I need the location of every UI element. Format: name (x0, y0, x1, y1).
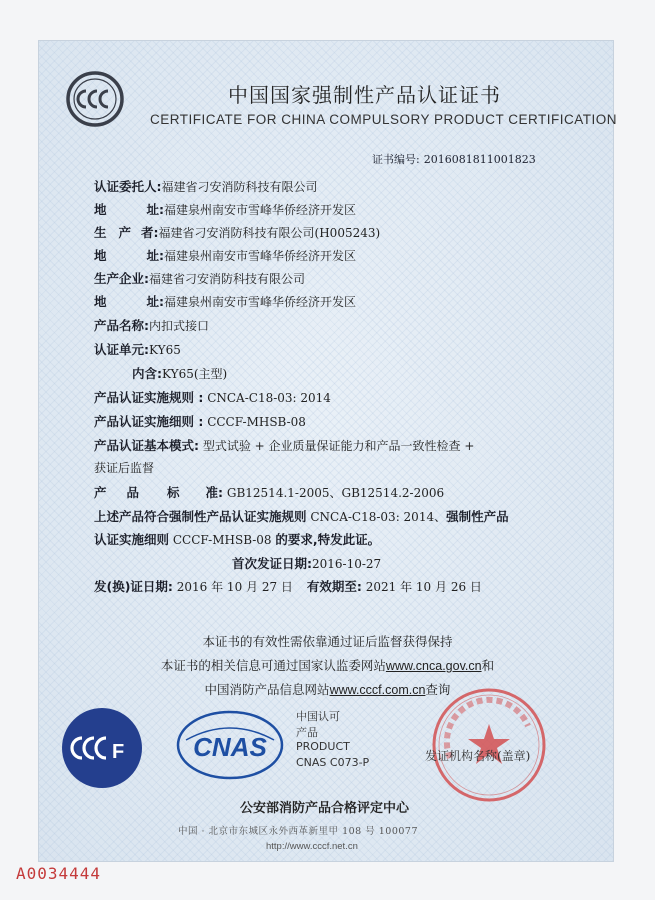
standard-label-d: 准: (205, 485, 224, 500)
cnas-logo-text: CNAS (193, 732, 267, 762)
cert-number-value: 2016081811001823 (423, 153, 536, 166)
manufacturer-label-a: 生 (94, 225, 107, 240)
cccf-logo (60, 706, 144, 790)
issue-date-label: 发(换)证日期: (94, 579, 173, 594)
statement-text: 认证实施细则 (94, 532, 170, 547)
manufacturer-row (94, 223, 380, 241)
manufacturer-value: 福建省刁安消防科技有限公司(H005243) (158, 226, 381, 240)
applicant-value: 福建省刁安消防科技有限公司 (161, 180, 318, 194)
contains-row (132, 364, 227, 382)
factory-row (94, 269, 305, 287)
cnas-line-4: CNAS C073-P (296, 756, 370, 769)
expiry-label: 有效期至: (306, 579, 362, 594)
footer-address: 中国 · 北京市东城区永外西革新里甲 108 号 100077 (178, 826, 419, 837)
product-name-row (94, 316, 209, 334)
detail-rule-value: CCCF-MHSB-08 (207, 415, 306, 429)
first-issue-label: 首次发证日期: (232, 556, 312, 571)
standard-label-a: 产 (94, 485, 107, 500)
rule-row (94, 388, 331, 406)
manufacturer-label-b: 产 (118, 225, 132, 240)
notice-text: 中国消防产品信息网站 (204, 682, 330, 697)
factory-address-row (94, 292, 356, 310)
contains-value: KY65(主型) (162, 367, 228, 381)
contains-label: 内含: (132, 366, 162, 381)
manufacturer-address-value: 福建泉州南安市雪峰华侨经济开发区 (164, 249, 357, 263)
address-label-a: 地 (94, 248, 107, 263)
rule-value: CNCA-C18-03: 2014 (207, 391, 331, 405)
cnas-line-2: 产品 (296, 726, 318, 739)
cnca-link[interactable]: www.cnca.gov.cn (385, 659, 482, 673)
cert-number (372, 151, 536, 167)
mode-label: 产品认证基本模式: (94, 438, 199, 453)
standard-row (94, 483, 444, 501)
notice-line-3 (0, 680, 655, 698)
address-label-b: 址: (146, 202, 165, 217)
statement-text: 上述产品符合强制性产品认证实施规则 (94, 509, 307, 524)
notice-line-1: 本证书的有效性需依靠通过证后监督获得保持 (202, 634, 453, 649)
product-name-label: 产品名称: (94, 318, 149, 333)
applicant-address-value: 福建泉州南安市雪峰华侨经济开发区 (164, 203, 357, 217)
title-en: CERTIFICATE FOR CHINA COMPULSORY PRODUCT CERTIFICATION (150, 112, 618, 127)
mode-row (94, 436, 474, 454)
cnas-line-1: 中国认可 (296, 710, 340, 723)
cnas-line-3: PRODUCT (296, 740, 350, 753)
ccc-logo (66, 70, 124, 128)
address-label-a: 地 (94, 202, 107, 217)
product-name-value: 内扣式接口 (149, 319, 210, 333)
statement-text: 的要求,特发此证。 (275, 532, 381, 547)
issue-expiry-row (94, 577, 482, 595)
unit-row (94, 340, 181, 358)
rule-label: 产品认证实施规则 : (94, 390, 204, 405)
applicant-label: 认证委托人: (94, 179, 162, 194)
cccf-logo-letter: F (112, 741, 125, 763)
issue-date-value: 2016 年 10 月 27 日 (176, 580, 293, 594)
address-label-b: 址: (146, 248, 165, 263)
manufacturer-address-row (94, 246, 356, 264)
expiry-value: 2021 年 10 月 26 日 (365, 580, 482, 594)
statement-rule: CNCA-C18-03: 2014、 (306, 510, 447, 524)
unit-value: KY65 (149, 343, 181, 357)
cnas-logo (176, 710, 284, 780)
detail-rule-label: 产品认证实施细则 : (94, 414, 204, 429)
statement-line-1 (94, 507, 509, 525)
seal-label: 发证机构名称(盖章) (425, 749, 531, 763)
address-label-b: 址: (146, 294, 165, 309)
notice-text: 本证书的相关信息可通过国家认监委网站 (160, 658, 386, 673)
applicant-address-row (94, 200, 356, 218)
factory-address-value: 福建泉州南安市雪峰华侨经济开发区 (164, 295, 357, 309)
applicant-row (94, 177, 318, 195)
cccf-link[interactable]: www.cccf.com.cn (329, 683, 426, 697)
cert-number-label: 证书编号: (372, 153, 420, 166)
unit-label: 认证单元: (94, 342, 149, 357)
notice-line-2 (0, 656, 655, 674)
standard-value: GB12514.1-2005、GB12514.2-2006 (226, 486, 445, 500)
serial-number: A0034444 (16, 864, 102, 883)
notice-text: 和 (481, 658, 495, 673)
statement-text: 强制性产品 (446, 509, 509, 524)
mode-value-2: 获证后监督 (94, 461, 155, 475)
detail-rule-row (94, 412, 306, 430)
footer-website[interactable]: http://www.cccf.net.cn (266, 841, 358, 852)
issuer-name: 公安部消防产品合格评定中心 (240, 801, 410, 816)
statement-line-2 (94, 530, 380, 548)
statement-detail-rule: CCCF-MHSB-08 (169, 533, 276, 547)
mode-value: 型式试验 + 企业质量保证能力和产品一致性检查 + (202, 439, 475, 453)
title-cn: 中国国家强制性产品认证证书 (228, 83, 501, 107)
standard-label-c: 标 (167, 485, 180, 500)
address-label-a: 地 (94, 294, 107, 309)
standard-label-b: 品 (126, 485, 140, 500)
mode-row-continued (94, 459, 154, 476)
factory-label: 生产企业: (94, 271, 149, 286)
notice-text: 查询 (425, 682, 451, 697)
manufacturer-label-c: 者: (141, 225, 159, 240)
official-seal (430, 686, 548, 804)
factory-value: 福建省刁安消防科技有限公司 (149, 272, 306, 286)
first-issue-value: 2016-10-27 (312, 557, 382, 571)
first-issue-date (232, 554, 381, 572)
